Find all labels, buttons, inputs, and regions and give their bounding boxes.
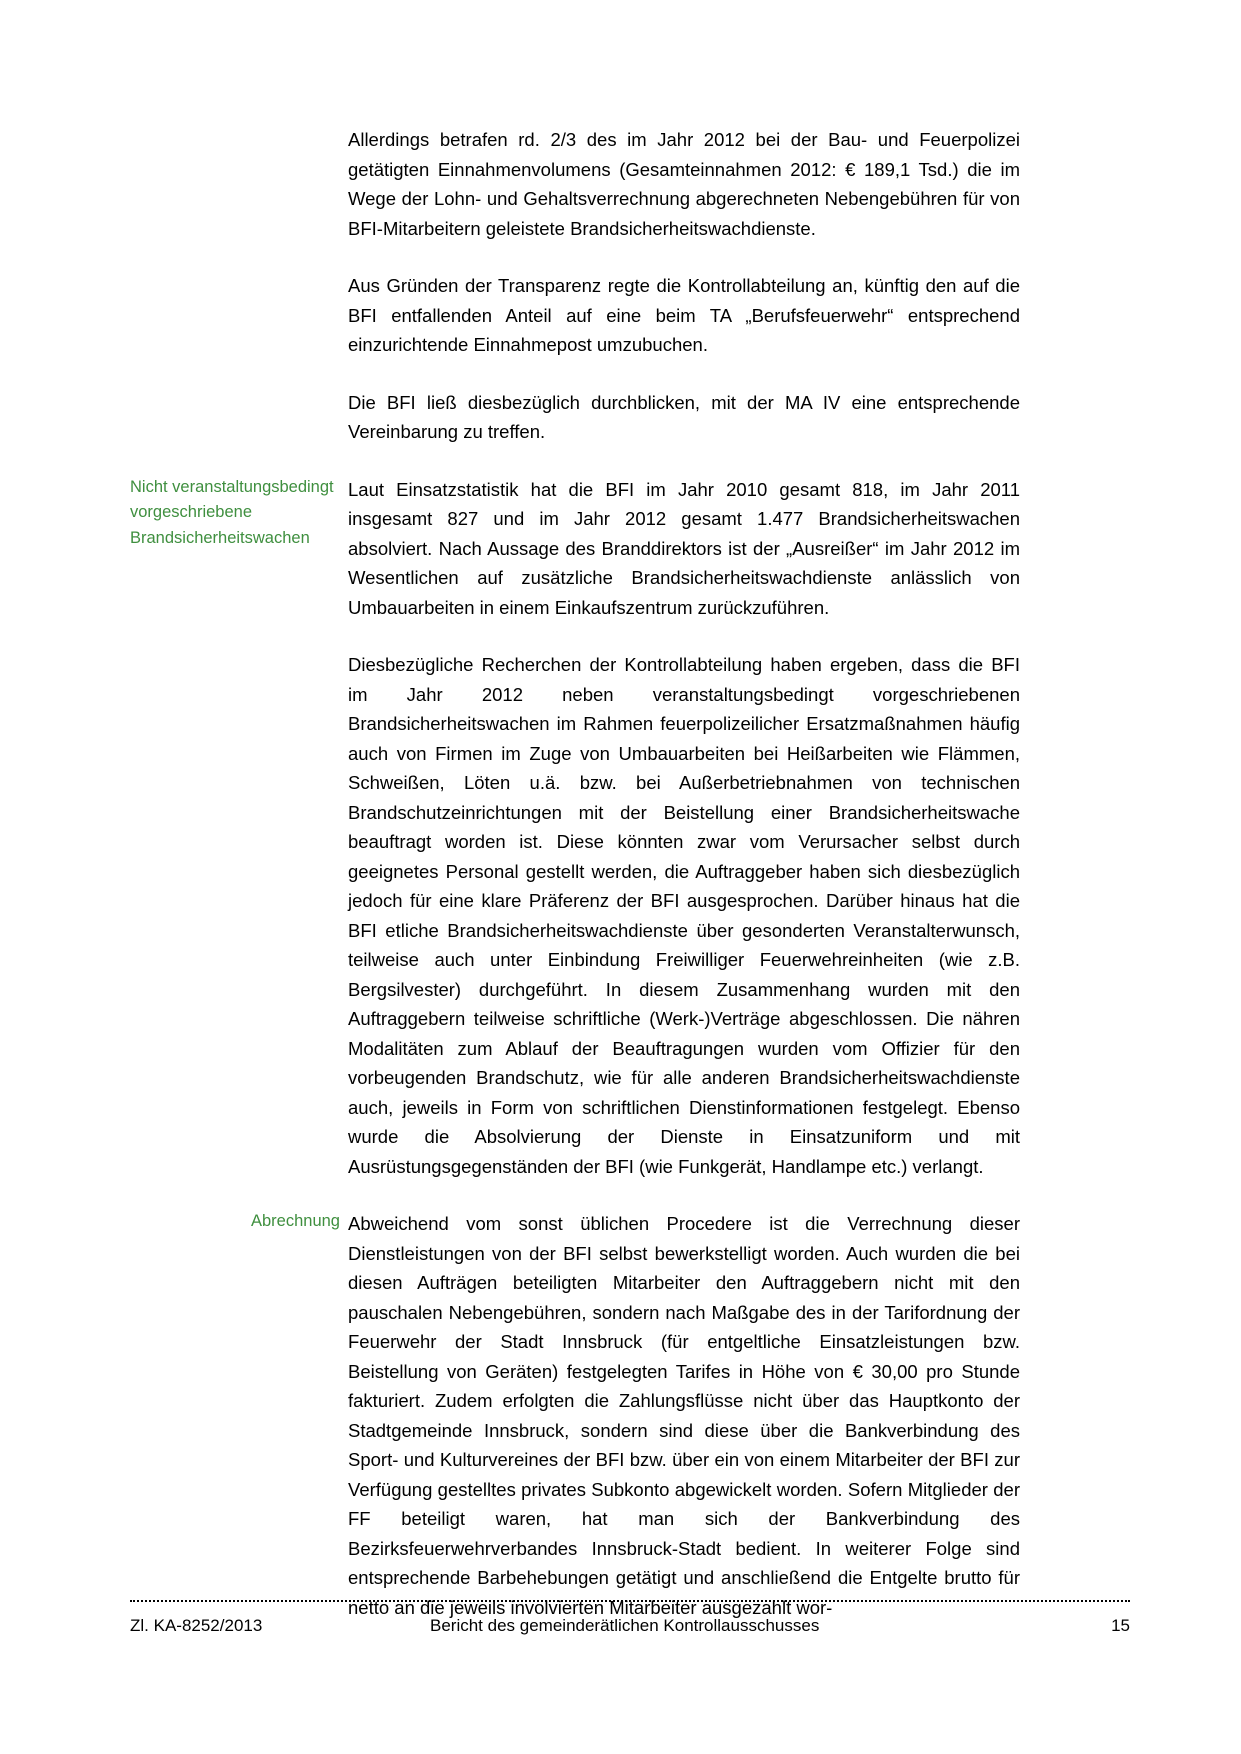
paragraph: Laut Einsatzstatistik hat die BFI im Jahr 2010 gesamt 818, im Jahr 2011 insgesamt 827 und im Jahr 2012 gesamt 1.477 Brandsicherheitswachen absolviert. Nach Aussage des Branddirektors ist der „Ausreißer“ im Jahr 2012 im Wesentlichen auf zusätzliche Brandsicherheitswachdienste anlässlich von Umbauarbeiten in einem Einkaufszentrum zurückzuführen. (348, 478, 1020, 618)
footer-row (130, 1616, 1130, 1636)
content-block (130, 125, 1020, 447)
footer-page-number: 15 (1111, 1616, 1130, 1635)
content-block (130, 1209, 1020, 1622)
body-column (348, 125, 1020, 447)
footer-reference: Zl. KA-8252/2013 (130, 1616, 263, 1635)
margin-note-abrechnung: Abrechnung (251, 1212, 340, 1230)
paragraph: Die BFI ließ diesbezüglich durchblicken, mit der MA IV eine entsprechende Vereinbarung zu treffen. (348, 391, 1020, 442)
margin-note-brandsicherheitswachen: Nicht veranstaltungsbedingt vorgeschriebene Brandsicherheitswachen (130, 477, 334, 547)
paragraph: Diesbezügliche Recherchen der Kontrollabteilung haben ergeben, dass die BFI im Jahr 2012 neben veranstaltungsbedingt vorgeschriebenen Brandsicherheitswachen im Rahmen feuerpolizeilicher Ersatzmaßnahmen häufig auch von Firmen im Zuge von Umbauarbeiten bei Heißarbeiten wie Flämmen, Schweißen, Löten u.ä. bzw. bei Außerbetriebnahmen von technischen Brandschutzeinrichtungen mit der Beistellung einer Brandsicherheitswache beauftragt worden ist. Diese könnten zwar vom Verursacher selbst durch geeignetes Personal gestellt werden, die Auftraggeber haben sich diesbezüglich jedoch für eine klare Präferenz der BFI ausgesprochen. Darüber hinaus hat die BFI etliche Brandsicherheitswachdienste über gesonderten Veranstalterwunsch, teilweise auch unter Einbindung Freiwilliger Feuerwehreinheiten (wie z.B. Bergsilvester) durchgeführt. In diesem Zusammenhang wurden mit den Auftraggebern teilweise schriftliche (Werk-)Verträge abgeschlossen. Die nähren Modalitäten zum Ablauf der Beauftragungen wurden vom Offizier für den vorbeugenden Brandschutz, wie für alle anderen Brandsicherheitswachdienste auch, jeweils in Form von schriftlichen Dienstinformationen festgelegt. Ebenso wurde die Absolvierung der Dienste in Einsatzuniform und mit Ausrüstungsgegenständen der BFI (wie Funkgerät, Handlampe etc.) verlangt. (348, 654, 1020, 1177)
page-content (130, 125, 1020, 1650)
content-block (130, 475, 1020, 1182)
page-footer (130, 1600, 1130, 1636)
body-column (348, 1209, 1020, 1622)
footer-title: Bericht des gemeinderätlichen Kontrollausschusses (430, 1616, 820, 1635)
paragraph: Aus Gründen der Transparenz regte die Kontrollabteilung an, künftig den auf die BFI entfallenden Anteil auf eine beim TA „Berufsfeuerwehr“ entsprechend einzurichtende Einnahmepost umzubuchen. (348, 275, 1020, 355)
footer-divider (130, 1600, 1130, 1602)
paragraph: Allerdings betrafen rd. 2/3 des im Jahr 2012 bei der Bau- und Feuerpolizei getätigten Einnahmenvolumens (Gesamteinnahmen 2012: € 189,1 Tsd.) die im Wege der Lohn- und Gehaltsverrechnung abgerechneten Nebengebühren für von BFI-Mitarbeitern geleistete Brandsicherheitswachdienste. (348, 129, 1020, 239)
paragraph: Abweichend vom sonst üblichen Procedere ist die Verrechnung dieser Dienstleistungen von der BFI selbst bewerkstelligt worden. Auch wurden die bei diesen Aufträgen beteiligten Mitarbeiter den Auftraggebern nicht mit den pauschalen Nebengebühren, sondern nach Maßgabe des in der Tarifordnung der Feuerwehr der Stadt Innsbruck (für entgeltliche Einsatzleistungen bzw. Beistellung von Geräten) festgelegten Tarifes in Höhe von € 30,00 pro Stunde fakturiert. Zudem erfolgten die Zahlungsflüsse nicht über das Hauptkonto der Stadtgemeinde Innsbruck, sondern sind diese über die Bankverbindung des Sport- und Kulturvereines der BFI bzw. über ein von einem Mitarbeiter der BFI zur Verfügung gestelltes privates Subkonto abgewickelt worden. Sofern Mitglieder der FF beteiligt waren, hat man sich der Bankverbindung des Bezirksfeuerwehrverbandes Innsbruck-Stadt bedient. In weiterer Folge sind entsprechende Barbehebungen getätigt und anschließend die Entgelte brutto für netto an die jeweils involvierten Mitarbeiter ausgezahlt wor- (348, 1213, 1020, 1618)
body-column (348, 475, 1020, 1182)
